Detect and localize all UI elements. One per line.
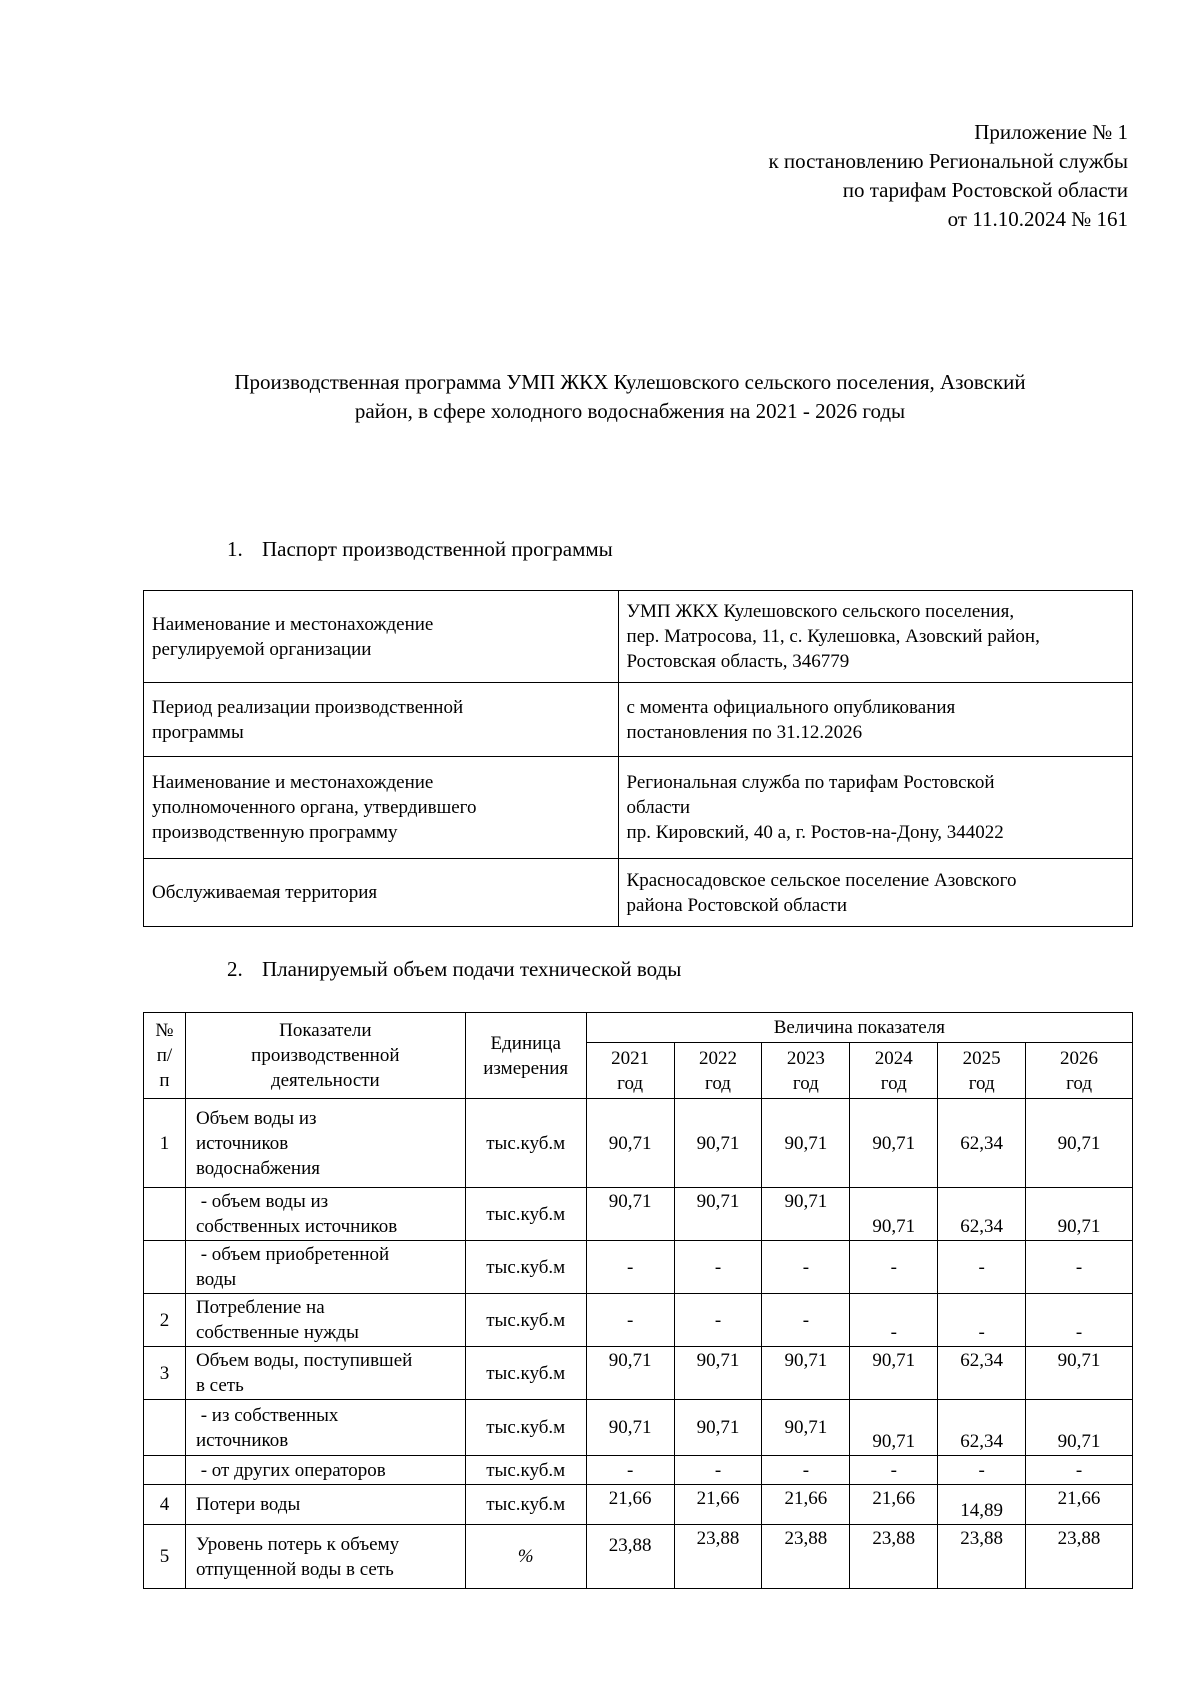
indicator-line: - от других операторов — [195, 1459, 386, 1481]
passport-value-line: Красносадовское сельское поселение Азовского — [626, 869, 1017, 891]
value-cell: 62,34 — [938, 1400, 1026, 1456]
row-number — [144, 1188, 186, 1241]
header-unit — [465, 1013, 586, 1099]
indicator-line: источников — [195, 1132, 289, 1154]
passport-value-line: пр. Кировский, 40 а, г. Ростов-на-Дону, 344022 — [626, 822, 1004, 843]
value-cell: - — [674, 1456, 762, 1485]
section-1-heading — [227, 535, 613, 563]
value-cell: 23,88 — [586, 1525, 674, 1589]
value-cell: - — [850, 1456, 938, 1485]
passport-label-line: Период реализации производственной — [152, 696, 464, 718]
value-cell: 21,66 — [674, 1485, 762, 1525]
passport-value-line: области — [626, 797, 691, 818]
value-cell: 90,71 — [674, 1400, 762, 1456]
row-indicator — [185, 1347, 465, 1400]
value-cell: 62,34 — [938, 1188, 1026, 1241]
value-cell: 90,71 — [1026, 1188, 1133, 1241]
indicator-line: отпущенной воды в сеть — [195, 1558, 394, 1580]
passport-value — [618, 757, 1132, 859]
header-year — [762, 1043, 850, 1099]
row-indicator — [185, 1525, 465, 1589]
row-indicator — [185, 1099, 465, 1188]
header-year-number: 2021 — [611, 1047, 650, 1069]
value-cell: 23,88 — [1026, 1525, 1133, 1589]
header-year — [1026, 1043, 1133, 1099]
value-cell: - — [586, 1294, 674, 1347]
value-cell: - — [1026, 1241, 1133, 1294]
passport-label — [144, 859, 619, 927]
row-number — [144, 1241, 186, 1294]
row-number: 3 — [144, 1347, 186, 1400]
value-cell: - — [938, 1241, 1026, 1294]
indicator-line: Объем воды, поступившей — [195, 1350, 413, 1371]
row-indicator — [185, 1241, 465, 1294]
value-cell: 21,66 — [762, 1485, 850, 1525]
value-cell: 23,88 — [938, 1525, 1026, 1589]
passport-label — [144, 683, 619, 757]
value-cell: 90,71 — [586, 1347, 674, 1400]
value-cell: 90,71 — [586, 1188, 674, 1241]
header-no — [144, 1013, 186, 1099]
value-cell: 23,88 — [850, 1525, 938, 1589]
value-cell: - — [850, 1294, 938, 1347]
passport-value — [618, 683, 1132, 757]
value-cell: 90,71 — [1026, 1347, 1133, 1400]
value-cell: - — [762, 1241, 850, 1294]
header-indicator-line: производственной — [251, 1045, 400, 1066]
section-1-title: Паспорт производственной программы — [262, 537, 613, 561]
appendix-line-4: от 11.10.2024 № 161 — [947, 207, 1128, 231]
indicator-line: - из собственных — [195, 1404, 339, 1426]
value-cell: 23,88 — [674, 1525, 762, 1589]
row-number — [144, 1456, 186, 1485]
table-row — [144, 1294, 1133, 1347]
row-indicator — [185, 1188, 465, 1241]
value-cell: - — [938, 1294, 1026, 1347]
value-cell: 90,71 — [762, 1400, 850, 1456]
header-year — [850, 1043, 938, 1099]
header-year-number: 2022 — [698, 1047, 737, 1069]
value-cell: 90,71 — [586, 1400, 674, 1456]
value-cell: 90,71 — [850, 1347, 938, 1400]
indicator-line: водоснабжения — [195, 1157, 321, 1179]
header-year-number: 2023 — [786, 1047, 825, 1069]
header-year — [586, 1043, 674, 1099]
passport-label-line: Наименование и местонахождение — [152, 613, 434, 635]
value-cell: 90,71 — [1026, 1400, 1133, 1456]
header-year-suffix: год — [792, 1072, 819, 1094]
header-year-number: 2026 — [1060, 1047, 1099, 1069]
row-unit: тыс.куб.м — [465, 1294, 586, 1347]
header-value-group: Величина показателя — [586, 1013, 1132, 1043]
table-header-row — [144, 1013, 1133, 1043]
passport-value-line: пер. Матросова, 11, с. Кулешовка, Азовский район, — [626, 626, 1040, 647]
row-unit: тыс.куб.м — [465, 1188, 586, 1241]
row-number — [144, 1400, 186, 1456]
indicator-line: - объем приобретенной — [195, 1244, 390, 1265]
value-cell: 62,34 — [938, 1347, 1026, 1400]
header-indicator-line: деятельности — [270, 1070, 380, 1091]
passport-value — [618, 591, 1132, 683]
table-row — [144, 1099, 1133, 1188]
passport-label — [144, 591, 619, 683]
passport-label-line: Наименование и местонахождение — [152, 772, 434, 793]
table-row — [144, 1400, 1133, 1456]
value-cell: - — [762, 1456, 850, 1485]
value-cell: 21,66 — [586, 1485, 674, 1525]
value-cell: 90,71 — [586, 1099, 674, 1188]
row-number: 2 — [144, 1294, 186, 1347]
header-year-number: 2025 — [962, 1047, 1001, 1069]
value-cell: 90,71 — [850, 1099, 938, 1188]
value-cell: - — [1026, 1294, 1133, 1347]
indicator-line: Объем воды из — [195, 1107, 317, 1129]
table-row — [144, 1241, 1133, 1294]
row-unit: тыс.куб.м — [465, 1241, 586, 1294]
indicator-line: Потребление на — [195, 1297, 325, 1318]
header-year — [938, 1043, 1026, 1099]
value-cell: - — [674, 1294, 762, 1347]
row-number: 5 — [144, 1525, 186, 1589]
value-cell: - — [674, 1241, 762, 1294]
table-row — [144, 1485, 1133, 1525]
document-title — [150, 368, 1110, 426]
passport-label-line: уполномоченного органа, утвердившего — [152, 797, 477, 818]
header-indicator-line: Показатели — [279, 1020, 372, 1041]
value-cell: - — [1026, 1456, 1133, 1485]
appendix-line-1: Приложение № 1 — [974, 120, 1128, 144]
passport-value — [618, 859, 1132, 927]
value-cell: 90,71 — [674, 1099, 762, 1188]
section-1-number: 1. — [227, 537, 243, 561]
header-unit-line: Единица — [490, 1032, 561, 1054]
header-year-suffix: год — [705, 1072, 731, 1094]
indicator-line: источников — [195, 1429, 289, 1451]
value-cell: 14,89 — [938, 1485, 1026, 1525]
passport-row — [144, 859, 1133, 927]
indicator-line: собственные нужды — [195, 1322, 359, 1343]
value-cell: 90,71 — [674, 1347, 762, 1400]
appendix-line-2: к постановлению Региональной службы — [768, 149, 1128, 173]
header-no-line: № — [155, 1020, 174, 1041]
passport-label — [144, 757, 619, 859]
value-cell: 21,66 — [1026, 1485, 1133, 1525]
value-cell: 90,71 — [1026, 1099, 1133, 1188]
passport-value-line: Ростовская область, 346779 — [626, 651, 850, 672]
passport-label-line: Обслуживаемая территория — [152, 882, 378, 903]
row-indicator — [185, 1294, 465, 1347]
passport-value-line: с момента официального опубликования — [626, 696, 956, 718]
header-unit-line: измерения — [483, 1057, 569, 1079]
row-unit: тыс.куб.м — [465, 1347, 586, 1400]
indicator-line: Потери воды — [195, 1494, 301, 1515]
value-cell: - — [586, 1241, 674, 1294]
table-row — [144, 1456, 1133, 1485]
row-indicator — [185, 1400, 465, 1456]
header-no-line: п — [159, 1070, 170, 1091]
passport-label-line: производственную программу — [152, 822, 398, 843]
appendix-header — [768, 118, 1128, 234]
header-year-suffix: год — [1066, 1072, 1093, 1094]
header-year — [674, 1043, 762, 1099]
value-cell: 62,34 — [938, 1099, 1026, 1188]
row-indicator — [185, 1456, 465, 1485]
header-indicator — [185, 1013, 465, 1099]
table-row — [144, 1188, 1133, 1241]
header-year-suffix: год — [968, 1072, 995, 1094]
section-2-title: Планируемый объем подачи технической воды — [262, 957, 682, 981]
value-cell: - — [938, 1456, 1026, 1485]
indicator-line: собственных источников — [195, 1216, 398, 1237]
title-line-1: Производственная программа УМП ЖКХ Кулешовского сельского поселения, Азовский — [234, 370, 1026, 394]
indicator-line: Уровень потерь к объему — [195, 1533, 400, 1555]
table-row — [144, 1525, 1133, 1589]
value-cell: 90,71 — [762, 1099, 850, 1188]
row-unit: % — [465, 1525, 586, 1589]
header-year-suffix: год — [880, 1072, 907, 1094]
value-cell: 90,71 — [850, 1400, 938, 1456]
passport-value-line: района Ростовской области — [626, 894, 848, 916]
value-cell: 21,66 — [850, 1485, 938, 1525]
passport-table — [143, 590, 1133, 927]
indicator-line: - объем воды из — [195, 1191, 329, 1212]
row-indicator — [185, 1485, 465, 1525]
row-unit: тыс.куб.м — [465, 1456, 586, 1485]
volume-table — [143, 1012, 1133, 1589]
appendix-line-3: по тарифам Ростовской области — [842, 178, 1128, 202]
passport-label-line: программы — [152, 721, 244, 743]
passport-row — [144, 757, 1133, 859]
header-no-line: п/ — [156, 1045, 173, 1066]
header-year-number: 2024 — [874, 1047, 913, 1069]
value-cell: 23,88 — [762, 1525, 850, 1589]
section-2-number: 2. — [227, 957, 243, 981]
header-year-suffix: год — [617, 1072, 644, 1094]
row-unit: тыс.куб.м — [465, 1400, 586, 1456]
passport-value-line: постановления по 31.12.2026 — [626, 721, 863, 743]
passport-value-line: Региональная служба по тарифам Ростовской — [626, 772, 995, 793]
value-cell: - — [850, 1241, 938, 1294]
row-number: 4 — [144, 1485, 186, 1525]
passport-label-line: регулируемой организации — [152, 638, 372, 660]
indicator-line: в сеть — [195, 1375, 244, 1396]
title-line-2: район, в сфере холодного водоснабжения на 2021 - 2026 годы — [354, 399, 906, 423]
value-cell: 90,71 — [850, 1188, 938, 1241]
row-unit: тыс.куб.м — [465, 1485, 586, 1525]
passport-row — [144, 683, 1133, 757]
row-unit: тыс.куб.м — [465, 1099, 586, 1188]
passport-value-line: УМП ЖКХ Кулешовского сельского поселения, — [626, 601, 1015, 622]
value-cell: - — [762, 1294, 850, 1347]
value-cell: 90,71 — [762, 1347, 850, 1400]
value-cell: 90,71 — [762, 1188, 850, 1241]
indicator-line: воды — [195, 1269, 237, 1290]
value-cell: - — [586, 1456, 674, 1485]
table-row — [144, 1347, 1133, 1400]
section-2-heading — [227, 955, 681, 983]
passport-row — [144, 591, 1133, 683]
row-number: 1 — [144, 1099, 186, 1188]
value-cell: 90,71 — [674, 1188, 762, 1241]
